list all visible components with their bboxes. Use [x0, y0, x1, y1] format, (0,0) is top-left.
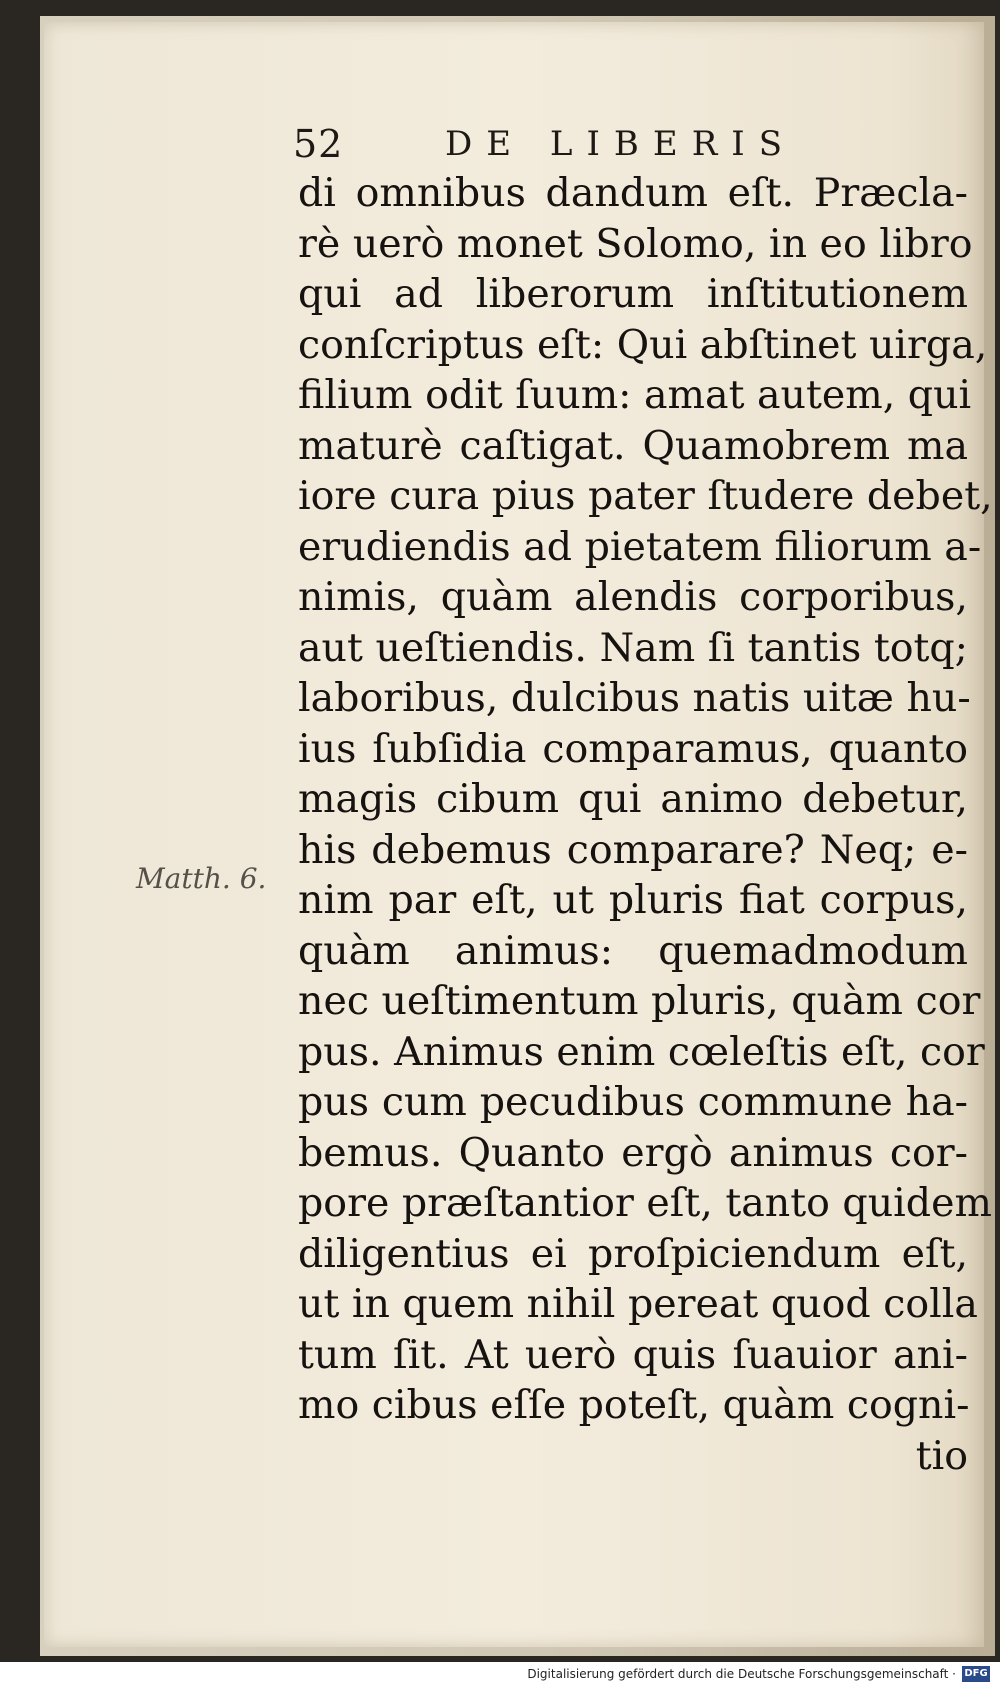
text-line: aut ueſtiendis. Nam ſi tantis totq; — [298, 624, 968, 671]
running-head: DE LIBERIS — [445, 124, 797, 164]
text-line: ut in quem nihil pereat quod colla — [298, 1281, 978, 1327]
dfg-logo: DFG — [962, 1666, 990, 1682]
text-line: bemus. Quanto ergò animus cor- — [298, 1129, 968, 1176]
text-line: qui ad liberorum inſtitutionem — [298, 271, 968, 317]
funding-credit: Digitalisierung gefördert durch die Deutsche Forschungsgemeinschaft · — [527, 1667, 956, 1681]
text-block — [298, 168, 993, 1481]
text-line: erudiendis ad pietatem filiorum a- — [298, 523, 982, 570]
catchword: tio — [915, 1432, 968, 1479]
text-line: pus cum pecudibus commune ha- — [298, 1079, 968, 1125]
text-line: nec ueſtimentum pluris, quàm cor — [298, 978, 981, 1024]
text-line: pus. Animus enim cœleſtis eſt, cor — [298, 1028, 985, 1075]
text-line: mo cibus eſſe poteſt, quàm cogni- — [298, 1382, 970, 1428]
text-line: di omnibus dandum eſt. Præcla- — [298, 170, 968, 216]
text-line: laboribus, dulcibus natis uitæ hu- — [298, 675, 971, 721]
text-line: nimis, quàm alendis corporibus, — [298, 574, 968, 620]
text-line: filium odit ſuum: amat autem, qui — [298, 372, 972, 418]
marginal-note: Matth. 6. — [136, 862, 267, 895]
text-line: diligentius ei proſpiciendum eſt, — [298, 1230, 968, 1277]
page-number: 52 — [293, 122, 344, 166]
footer-strip — [0, 1662, 1000, 1690]
text-line: nim par eſt, ut pluris fiat corpus, — [298, 877, 968, 923]
text-line: conſcriptus eſt: Qui abſtinet uirga, — [298, 321, 988, 368]
page-header — [293, 122, 813, 172]
text-line: tum ſit. At uerò quis ſuauior ani- — [298, 1331, 968, 1378]
text-line: pore præſtantior eſt, tanto quidem — [298, 1180, 992, 1226]
text-line: his debemus comparare? Neq; e- — [298, 826, 968, 873]
text-line: quàm animus: quemadmodum — [298, 927, 968, 974]
text-line: iore cura pius pater ſtudere debet, — [298, 473, 993, 519]
text-line: maturè caſtigat. Quamobrem ma — [298, 422, 968, 469]
text-line: magis cibum qui animo debetur, — [298, 776, 968, 822]
text-line: ius ſubſidia comparamus, quanto — [298, 725, 968, 772]
text-line: rè uerò monet Solomo, in eo libro — [298, 220, 973, 267]
